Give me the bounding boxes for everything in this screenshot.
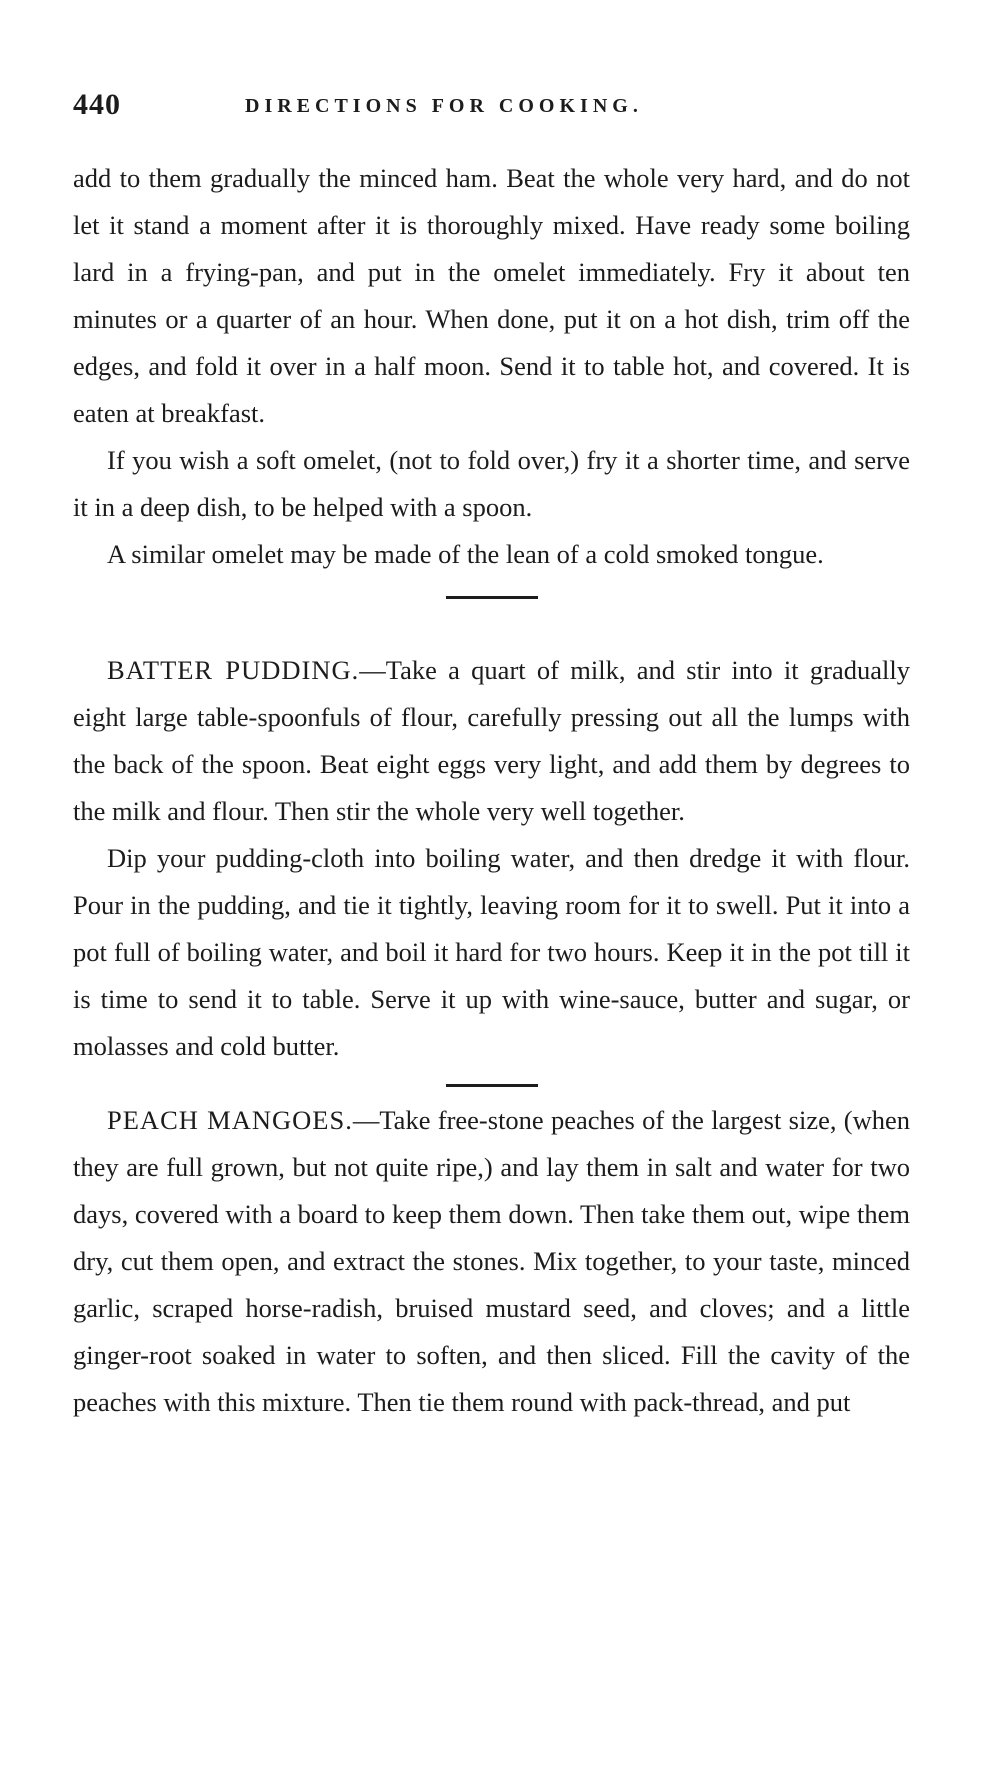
paragraph-text: Dip your pudding-cloth into boiling water, and then dredge it with flour. Pour in the pudding, and tie it tightly, leaving room for it to swell. Put it into a pot full of boiling water, and boil it hard for two hours. Keep it in the pot till it is time to send it to table. Serve it up with wine-sauce, butter and sugar, or molasses and cold butter.: [73, 843, 910, 1061]
paragraph-text: add to them gradually the minced ham. Beat the whole very hard, and do not let it stand a moment after it is thoroughly mixed. Have ready some boiling lard in a frying-pan, and put in the omelet immediately. Fry it about ten minutes or a quarter of an hour. When done, put it on a hot dish, trim off the edges, and fold it over in a half moon. Send it to table hot, and covered. It is eaten at breakfast.: [73, 163, 910, 428]
section-divider: [446, 1084, 538, 1087]
page-number: 440: [73, 88, 121, 121]
recipe-title-batter-pudding: BATTER PUDDING.: [107, 655, 360, 685]
paragraph-batter-pudding: [73, 647, 910, 835]
paragraph-text: A similar omelet may be made of the lean of a cold smoked tongue.: [107, 539, 824, 569]
paragraph-text: —Take free-stone peaches of the largest size, (when they are full grown, but not quite ripe,) and lay them in salt and water for two days, covered with a board to keep them down. Then take them out, wipe them dry, cut them open, and extract the stones. Mix together, to your taste, minced garlic, scraped horse-radish, bruised mustard seed, and cloves; and a little ginger-root soaked in water to soften, and then sliced. Fill the cavity of the peaches with this mixture. Then tie them round with pack-thread, and put: [73, 1105, 910, 1417]
paragraph-omelet-continued: [73, 155, 910, 437]
paragraph-text: —Take a quart of milk, and stir into it gradually eight large table-spoonfuls of flour, carefully pressing out all the lumps with the back of the spoon. Beat eight eggs very light, and add them by degrees to the milk and flour. Then stir the whole very well together.: [73, 655, 910, 826]
page-header: [73, 88, 910, 128]
paragraph-peach-mangoes: [73, 1097, 910, 1426]
paragraph-tongue-omelet: [73, 531, 910, 578]
paragraph-pudding-cloth: [73, 835, 910, 1070]
section-divider: [446, 596, 538, 599]
paragraph-text: If you wish a soft omelet, (not to fold over,) fry it a shorter time, and serve it in a deep dish, to be helped with a spoon.: [73, 445, 910, 522]
paragraph-soft-omelet: [73, 437, 910, 531]
recipe-title-peach-mangoes: PEACH MANGOES.: [107, 1105, 353, 1135]
running-head: DIRECTIONS FOR COOKING.: [245, 95, 643, 117]
body-text: [73, 155, 910, 1426]
